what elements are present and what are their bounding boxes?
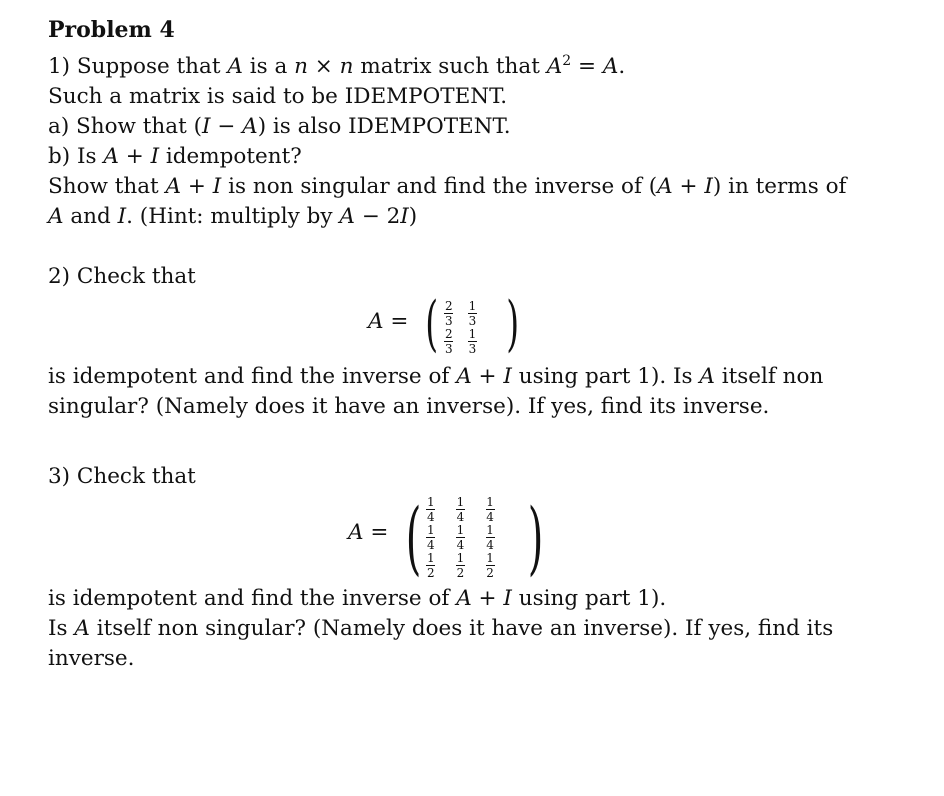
denominator: 2 — [486, 566, 494, 581]
denominator: 2 — [427, 566, 435, 581]
part2-equation — [48, 289, 908, 362]
part3-after-line-1: is idempotent and find the inverse of A + I using part 1). — [48, 586, 667, 612]
numerator: 1 — [456, 551, 465, 566]
denominator: 4 — [486, 538, 494, 553]
part3-matrix-entry-0-0 — [426, 496, 436, 523]
problem-document — [48, 14, 908, 674]
denominator: 3 — [468, 314, 477, 329]
part2-lhs: A = — [368, 309, 409, 335]
part1-line-1: 1) Suppose that A is a n × n matrix such that $A^2 = A$. — [48, 53, 626, 80]
part1-line-5: Show that A + I is non singular and find the inverse of (A + I) in terms of — [48, 174, 847, 200]
part3-matrix — [426, 496, 495, 579]
numerator: 2 — [445, 299, 453, 314]
part3-lhs: A = — [348, 520, 389, 546]
left-paren: ( — [425, 289, 439, 360]
right-paren: ) — [506, 289, 520, 360]
numerator: 1 — [486, 551, 494, 566]
part2-matrix-entry-1-0 — [444, 328, 454, 355]
part1-line-4: b) Is A + I idempotent? — [48, 144, 302, 170]
right-paren: ) — [527, 491, 544, 585]
part1-line-6: A and I. (Hint: multiply by A − 2I) — [48, 204, 418, 230]
part3-intro: 3) Check that — [48, 464, 196, 490]
denominator: 4 — [427, 538, 435, 553]
numerator: 1 — [468, 327, 477, 342]
denominator: 2 — [456, 566, 465, 581]
part3-matrix-entry-0-2 — [485, 496, 495, 523]
denominator: 3 — [445, 314, 453, 329]
part3-matrix-entry-1-1 — [456, 524, 466, 551]
denominator: 3 — [468, 342, 477, 357]
denominator: 4 — [456, 538, 465, 553]
part3-equation — [48, 492, 908, 584]
part3-after-line-3: inverse. — [48, 646, 135, 672]
numerator: 1 — [456, 495, 465, 510]
part3-matrix-entry-2-1 — [456, 552, 466, 579]
numerator: 1 — [427, 523, 435, 538]
left-paren: ( — [405, 491, 422, 585]
part3-matrix-entry-1-2 — [485, 524, 495, 551]
numerator: 2 — [445, 327, 453, 342]
part2-matrix — [444, 300, 477, 355]
numerator: 1 — [486, 523, 494, 538]
part3-matrix-entry-0-1 — [456, 496, 466, 523]
part2-after-line-1: is idempotent and find the inverse of A + I using part 1). Is A itself non — [48, 364, 824, 390]
part2-matrix-entry-0-1 — [468, 300, 478, 327]
part2-intro: 2) Check that — [48, 264, 196, 290]
part3-matrix-entry-2-2 — [485, 552, 495, 579]
numerator: 1 — [486, 495, 494, 510]
part1-line-3: a) Show that (I − A) is also IDEMPOTENT. — [48, 114, 511, 140]
part2-matrix-entry-0-0 — [444, 300, 454, 327]
numerator: 1 — [468, 299, 477, 314]
numerator: 1 — [427, 551, 435, 566]
part2-matrix-entry-1-1 — [468, 328, 478, 355]
denominator: 3 — [445, 342, 453, 357]
part3-matrix-entry-1-0 — [426, 524, 436, 551]
denominator: 4 — [456, 510, 465, 525]
numerator: 1 — [456, 523, 465, 538]
part3-after-line-2: Is A itself non singular? (Namely does it have an inverse). If yes, find its — [48, 616, 834, 642]
part2-after-line-2: singular? (Namely does it have an inverse). If yes, find its inverse. — [48, 394, 770, 420]
problem-title: Problem 4 — [48, 17, 175, 43]
part3-matrix-entry-2-0 — [426, 552, 436, 579]
part1-line-2: Such a matrix is said to be IDEMPOTENT. — [48, 84, 508, 110]
denominator: 4 — [427, 510, 435, 525]
numerator: 1 — [427, 495, 435, 510]
denominator: 4 — [486, 510, 494, 525]
